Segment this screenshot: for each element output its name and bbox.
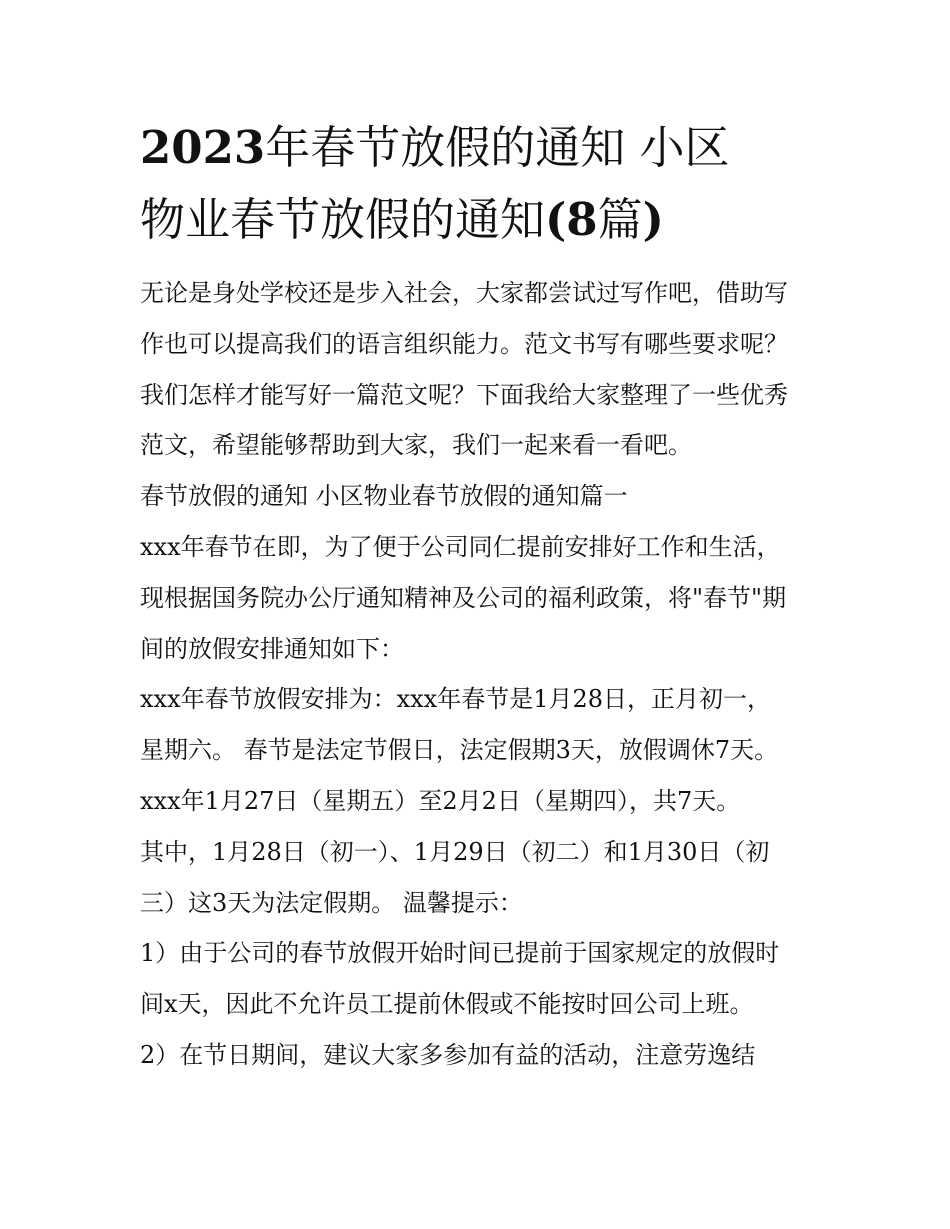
body-line: xxx年春节放假安排为：xxx年春节是1月28日，正月初一，	[140, 685, 772, 714]
body-line: 1）由于公司的春节放假开始时间已提前于国家规定的放假时	[140, 939, 780, 968]
body-line: 现根据国务院办公厅通知精神及公司的福利政策，将"春节"期	[140, 583, 787, 612]
body-line: 其中，1月28日（初一）、1月29日（初二）和1月30日（初	[140, 837, 770, 866]
body-line: 范文，希望能够帮助到大家，我们一起来看一看吧。	[140, 431, 692, 460]
document-page	[140, 112, 830, 1081]
body-line: 间x天，因此不允许员工提前休假或不能按时回公司上班。	[140, 990, 754, 1019]
body-line: 无论是身处学校还是步入社会，大家都尝试过写作吧，借助写	[140, 279, 788, 307]
title-line-2: 物业春节放假的通知(8篇)	[140, 193, 664, 246]
document-body	[140, 268, 830, 1081]
body-line: 间的放假安排通知如下：	[140, 634, 404, 663]
section-heading: 春节放假的通知 小区物业春节放假的通知篇一	[140, 482, 628, 511]
body-line: 三）这3天为法定假期。 温馨提示：	[140, 888, 523, 917]
body-line: xxx年春节在即，为了便于公司同仁提前安排好工作和生活，	[140, 532, 781, 561]
document-title	[140, 112, 830, 256]
body-line: 2）在节日期间，建议大家多参加有益的活动，注意劳逸结	[140, 1040, 756, 1069]
body-line: 作也可以提高我们的语言组织能力。范文书写有哪些要求呢？	[140, 329, 788, 358]
body-line: xxx年1月27日（星期五）至2月2日（星期四），共7天。	[140, 786, 741, 815]
body-line: 我们怎样才能写好一篇范文呢？下面我给大家整理了一些优秀	[140, 380, 788, 409]
title-line-1: 2023年春节放假的通知 小区	[140, 121, 730, 174]
body-line: 星期六。 春节是法定节假日，法定假期3天，放假调休7天。	[140, 736, 779, 765]
